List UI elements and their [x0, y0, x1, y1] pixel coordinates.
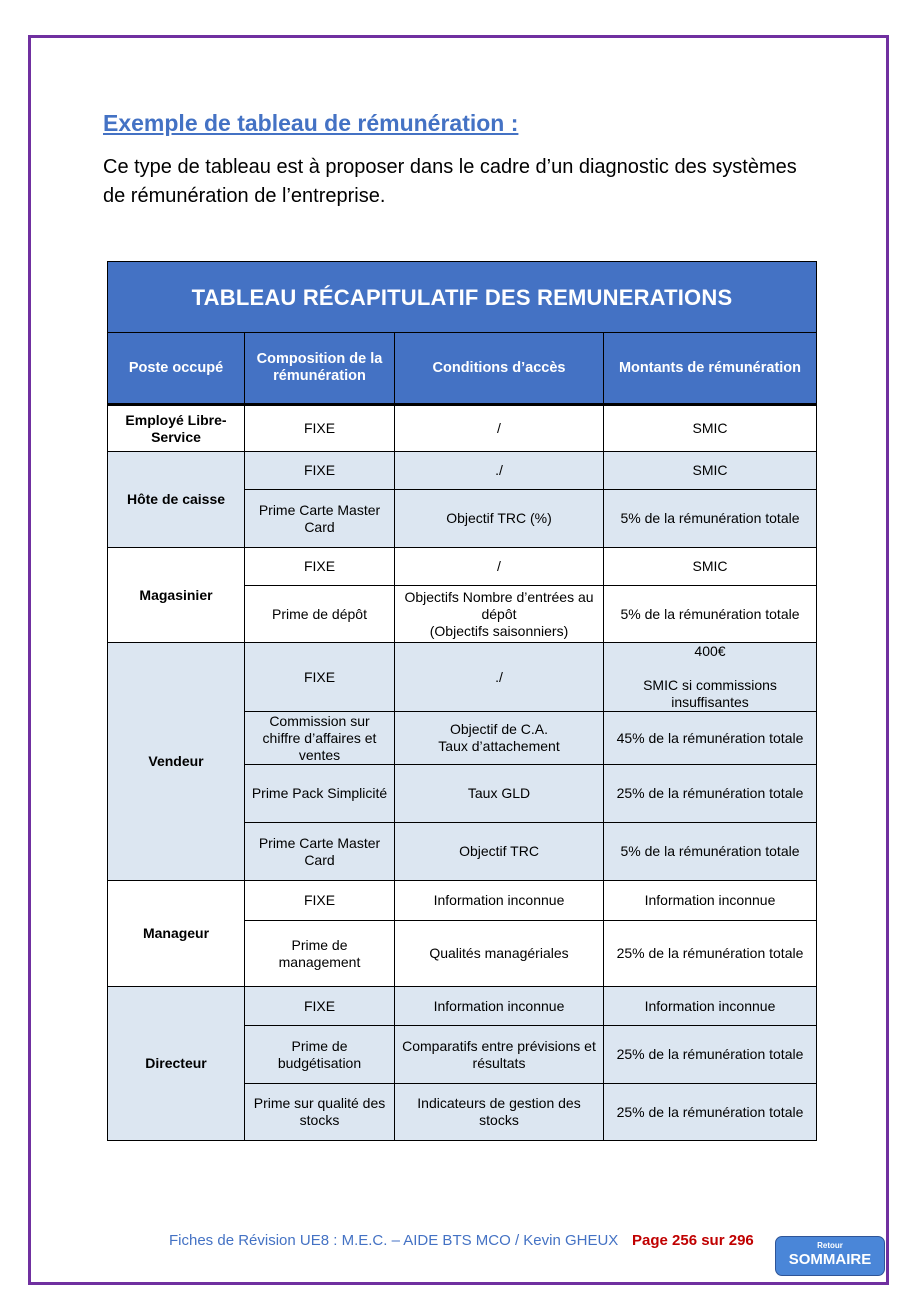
montant-cell: SMIC — [604, 548, 817, 586]
conditions-cell: Information inconnue — [395, 881, 604, 921]
composition-cell: FIXE — [245, 548, 395, 586]
table-title: TABLEAU RÉCAPITULATIF DES REMUNERATIONS — [108, 262, 817, 333]
poste-cell: Manageur — [108, 881, 245, 987]
composition-cell: FIXE — [245, 987, 395, 1026]
conditions-cell: Objectif TRC (%) — [395, 490, 604, 548]
table-row — [108, 548, 817, 586]
composition-cell: Prime sur qualité des stocks — [245, 1084, 395, 1141]
section-heading: Exemple de tableau de rémunération : — [103, 110, 519, 136]
table-row — [108, 405, 817, 452]
conditions-cell: Taux GLD — [395, 765, 604, 823]
montant-cell: 5% de la rémunération totale — [604, 586, 817, 643]
table-title-row — [108, 262, 817, 333]
montant-cell: Information inconnue — [604, 881, 817, 921]
conditions-cell: Qualités managériales — [395, 921, 604, 987]
montant-cell: SMIC — [604, 405, 817, 452]
composition-cell: Prime Carte Master Card — [245, 490, 395, 548]
montant-cell: 400€ SMIC si commissions insuffisantes — [604, 643, 817, 712]
conditions-cell: ./ — [395, 643, 604, 712]
montant-cell: Information inconnue — [604, 987, 817, 1026]
montant-cell: 5% de la rémunération totale — [604, 490, 817, 548]
composition-cell: Prime de budgétisation — [245, 1026, 395, 1084]
montant-cell: 25% de la rémunération totale — [604, 765, 817, 823]
composition-cell: FIXE — [245, 643, 395, 712]
conditions-cell: Objectif de C.A. Taux d’attachement — [395, 712, 604, 765]
composition-cell: Prime Carte Master Card — [245, 823, 395, 881]
button-small-label: Retour — [817, 1241, 843, 1250]
page-number: Page 256 sur 296 — [632, 1232, 754, 1249]
table-row — [108, 987, 817, 1026]
table-row — [108, 452, 817, 490]
montant-cell: 5% de la rémunération totale — [604, 823, 817, 881]
conditions-cell: / — [395, 548, 604, 586]
composition-cell: Prime de dépôt — [245, 586, 395, 643]
composition-cell: Prime de management — [245, 921, 395, 987]
retour-sommaire-button[interactable] — [775, 1236, 885, 1276]
table-row — [108, 881, 817, 921]
conditions-cell: ./ — [395, 452, 604, 490]
poste-cell: Directeur — [108, 987, 245, 1141]
composition-cell: FIXE — [245, 452, 395, 490]
poste-cell: Employé Libre-Service — [108, 405, 245, 452]
poste-cell: Hôte de caisse — [108, 452, 245, 548]
montant-cell: 25% de la rémunération totale — [604, 1026, 817, 1084]
montant-cell: 25% de la rémunération totale — [604, 921, 817, 987]
composition-cell: Commission sur chiffre d’affaires et ventes — [245, 712, 395, 765]
conditions-cell: / — [395, 405, 604, 452]
montant-cell: SMIC — [604, 452, 817, 490]
composition-cell: FIXE — [245, 405, 395, 452]
footer-text: Fiches de Révision UE8 : M.E.C. – AIDE BTS MCO / Kevin GHEUX — [169, 1232, 619, 1249]
table-header-row — [108, 333, 817, 405]
column-header: Composition de la rémunération — [245, 333, 395, 405]
remuneration-table — [107, 261, 817, 1141]
table-row — [108, 643, 817, 712]
poste-cell: Magasinier — [108, 548, 245, 643]
conditions-cell: Information inconnue — [395, 987, 604, 1026]
composition-cell: FIXE — [245, 881, 395, 921]
conditions-cell: Objectifs Nombre d’entrées au dépôt (Objectifs saisonniers) — [395, 586, 604, 643]
column-header: Poste occupé — [108, 333, 245, 405]
button-main-label: SOMMAIRE — [788, 1251, 872, 1268]
column-header: Conditions d’accès — [395, 333, 604, 405]
column-header: Montants de rémunération — [604, 333, 817, 405]
intro-paragraph: Ce type de tableau est à proposer dans le cadre d’un diagnostic des systèmes de rémunération de l’entreprise. — [103, 156, 797, 207]
conditions-cell: Indicateurs de gestion des stocks — [395, 1084, 604, 1141]
composition-cell: Prime Pack Simplicité — [245, 765, 395, 823]
poste-cell: Vendeur — [108, 643, 245, 881]
conditions-cell: Comparatifs entre prévisions et résultats — [395, 1026, 604, 1084]
montant-cell: 45% de la rémunération totale — [604, 712, 817, 765]
montant-cell: 25% de la rémunération totale — [604, 1084, 817, 1141]
conditions-cell: Objectif TRC — [395, 823, 604, 881]
